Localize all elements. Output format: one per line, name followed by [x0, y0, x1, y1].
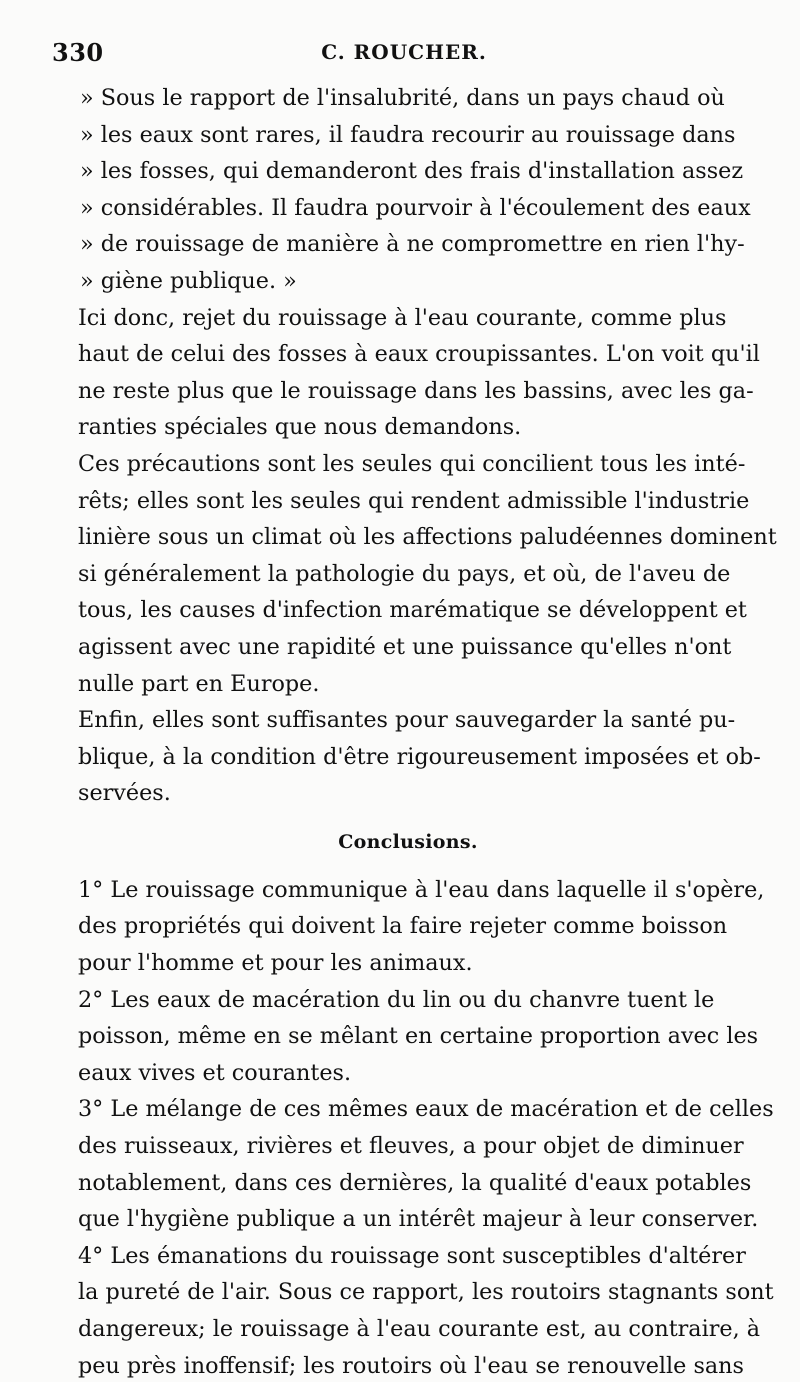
text-line: » giène publique. »	[80, 267, 297, 294]
text-line: 4° Les émanations du rouissage sont susceptibles d'altérer	[78, 1242, 746, 1269]
text-line: blique, à la condition d'être rigoureusement imposées et ob-	[78, 743, 761, 770]
text-line: eaux vives et courantes.	[78, 1059, 352, 1086]
text-line: ranties spéciales que nous demandons.	[78, 414, 522, 441]
text-line: poisson, même en se mêlant en certaine proportion avec les	[78, 1023, 759, 1050]
running-head: C. ROUCHER.	[321, 40, 487, 64]
text-line: pour l'homme et pour les animaux.	[78, 950, 473, 977]
text-line: si généralement la pathologie du pays, et où, de l'aveu de	[78, 560, 731, 587]
conclusion-item	[54, 982, 762, 1092]
text-line: haut de celui des fosses à eaux croupissantes. L'on voit qu'il	[78, 341, 760, 368]
text-line: Ici donc, rejet du rouissage à l'eau courante, comme plus	[78, 304, 727, 331]
section-heading: Conclusions.	[338, 830, 478, 853]
text-line: la pureté de l'air. Sous ce rapport, les routoirs stagnants sont	[78, 1279, 774, 1306]
text-line: agissent avec une rapidité et une puissance qu'elles n'ont	[78, 633, 732, 660]
text-line: notablement, dans ces dernières, la qualité d'eaux potables	[78, 1169, 752, 1196]
text-line: rêts; elles sont les seules qui rendent admissible l'industrie	[78, 487, 750, 514]
text-line: tous, les causes d'infection marématique se développent et	[78, 597, 747, 624]
text-line: 1° Le rouissage communique à l'eau dans laquelle il s'opère,	[78, 876, 765, 903]
text-line: » les fosses, qui demanderont des frais d'installation assez	[80, 158, 744, 185]
text-line: » de rouissage de manière à ne compromettre en rien l'hy-	[80, 231, 745, 258]
text-line: ne reste plus que le rouissage dans les bassins, avec les ga-	[78, 377, 754, 404]
text-line: » considérables. Il faudra pourvoir à l'écoulement des eaux	[80, 194, 751, 221]
conclusion-item	[54, 872, 765, 982]
body-text	[54, 80, 777, 1384]
quoted-paragraph	[54, 80, 762, 300]
paragraph	[54, 300, 762, 446]
paragraph	[54, 702, 762, 812]
text-line: 3° Le mélange de ces mêmes eaux de macération et de celles	[78, 1096, 774, 1123]
conclusion-item	[54, 1238, 774, 1384]
page-header	[52, 38, 756, 74]
text-line: linière sous un climat où les affections paludéennes dominent	[78, 524, 777, 551]
text-line: » Sous le rapport de l'insalubrité, dans un pays chaud où	[80, 85, 725, 111]
paragraph	[54, 446, 777, 702]
text-line: peu près inoffensif; les routoirs où l'eau se renouvelle sans	[78, 1352, 744, 1379]
text-line: des ruisseaux, rivières et fleuves, a pour objet de diminuer	[78, 1133, 744, 1160]
text-line: servées.	[78, 780, 171, 807]
conclusion-item	[54, 1091, 774, 1237]
text-line: que l'hygiène publique a un intérêt majeur à leur conserver.	[78, 1206, 759, 1233]
text-line: dangereux; le rouissage à l'eau courante est, au contraire, à	[78, 1316, 761, 1342]
text-line: » les eaux sont rares, il faudra recourir au rouissage dans	[80, 121, 736, 148]
text-line: Ces précautions sont les seules qui concilient tous les inté-	[78, 450, 746, 477]
text-line: des propriétés qui doivent la faire rejeter comme boisson	[78, 913, 728, 940]
text-line: Enfin, elles sont suffisantes pour sauvegarder la santé pu-	[78, 707, 736, 734]
text-line: nulle part en Europe.	[78, 670, 320, 697]
text-line: 2° Les eaux de macération du lin ou du chanvre tuent le	[78, 986, 715, 1013]
page-number: 330	[52, 38, 104, 67]
